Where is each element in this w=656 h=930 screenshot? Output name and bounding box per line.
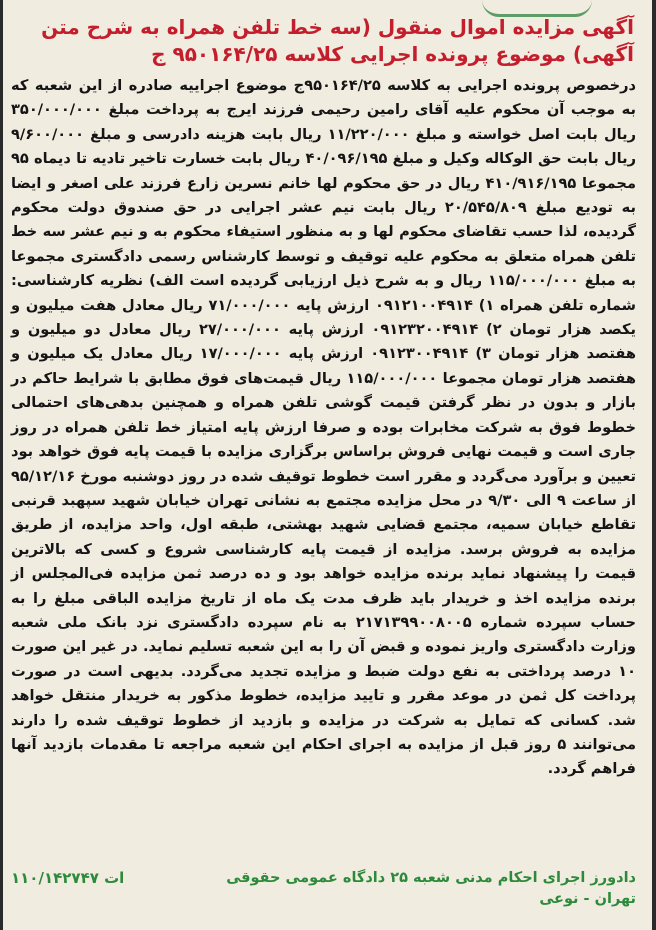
notice-body: درخصوص پرونده اجرایی به کلاسه ۹۵۰۱۶۴/۲۵ج موضوع اجراییه صادره از این شعبه که به موجب آن محکوم علیه آقای رامین رحیمی فرزند ایرج به پرداخت مبلغ ۳۵۰/۰۰۰/۰۰۰ ریال بابت اصل خواسته و مبلغ ۱۱/۲۲۰/۰۰۰ ریال بابت هزینه دادرسی و مبلغ ۹/۶۰۰/۰۰۰ ریال بابت حق الوکاله وکیل و مبلغ ۴۰/۰۹۶/۱۹۵ ریال بابت خسارت تاخیر تادیه تا دیماه ۹۵ مجموعا ۴۱۰/۹۱۶/۱۹۵ ریال در حق محکوم لها خانم نسرین زارع فرزند علی اصغر و ایضا به تودیع مبلغ ۲۰/۵۴۵/۸۰۹ ریال بابت نیم عشر اجرایی در حق صندوق دولت محکوم گردیده، لذا حسب تقاضای محکوم لها و به منظور استیفاء محکوم به و نیم عشر سه خط تلفن همراه متعلق به محکوم علیه توقیف و توسط کارشناس رسمی دادگستری مجموعا به مبلغ ۱۱۵/۰۰۰/۰۰۰ ریال و به شرح ذیل ارزیابی گردیده است الف) نظریه کارشناسی: شماره تلفن همراه ۱) ۰۹۱۲۱۰۰۴۹۱۴ ارزش پایه ۷۱/۰۰۰/۰۰۰ ریال معادل هفت میلیون و یکصد هزار تومان ۲) ۰۹۱۲۳۲۰۰۴۹۱۴ ارزش پایه ۲۷/۰۰۰/۰۰۰ ریال معادل دو میلیون و هفتصد هزار تومان ۳) ۰۹۱۲۳۰۰۴۹۱۴ ارزش پایه ۱۷/۰۰۰/۰۰۰ ریال معادل یک میلیون و هفتصد هزار تومان مجموعا ۱۱۵/۰۰۰/۰۰۰ ریال قیمت‌های فوق مطابق با شرایط حاکم در بازار و بدون در نظر گرفتن قیمت گوشی تلفن همراه و همچنین بدهی‌های احتمالی خطوط فوق به شرکت مخابرات بوده و صرفا ارزش پایه امتیاز خط تلفن همراه در روز جاری است و قیمت نهایی فروش براساس برگزاری مزایده با قیمت پایه فوق خواهد بود تعیین و برآورد می‌گردد و مقرر است خطوط توقیف شده در روز دوشنبه مورخ ۹۵/۱۲/۱۶ از ساعت ۹ الی ۹/۳۰ در محل مزایده مجتمع به نشانی تهران خیابان شهید سپهبد قرنبی تقاطع خیابان سمیه، مجتمع قضایی شهید بهشتی، طبقه اول، واحد مزایده، از طریق مزایده به فروش برسد. مزایده از قیمت پایه کارشناسی شروع و کسی که بالاترین قیمت را پیشنهاد نماید برنده مزایده خواهد بود و ده درصد ثمن مزایده فی‌المجلس از برنده مزایده اخذ و خریدار باید ظرف مدت یک ماه از تاریخ مزایده الباقی مبلغ را به حساب سپرده شماره ۲۱۷۱۳۹۹۰۰۸۰۰۵ به نام سپرده دادگستری نزد بانک ملی شعبه وزارت دادگستری واریز نموده و قبض آن را به این شعبه تسلیم نماید. در غیر این صورت ۱۰ درصد پرداختی به نفع دولت ضبط و مزایده تجدید می‌گردد. بدیهی است در صورت پرداخت کل ثمن در موعد مقرر و تایید مزایده، خطوط مذکور به خریدار منتقل خواهد شد. کسانی که تمایل به شرکت در مزایده و بازدید از خطوط توقیف شده را دارند می‌توانند ۵ روز قبل از مزایده به اجرای احکام این شعبه مراجعه تا مقدمات بازدید آنها فراهم گردد. (11, 77, 637, 778)
reference-number: ۱۱۰/۱۴۲۷۴۷ ات (11, 869, 125, 887)
signature-line-1: دادورز اجرای احکام مدنی شعبه ۲۵ دادگاه عمومی حقوقی (226, 870, 636, 886)
signature-line-2: تهران - نوعی (539, 891, 636, 907)
notice-title-line-1: آگهی مزایده اموال منقول (سه خط تلفن همراه به شرح متن (41, 15, 634, 39)
newspaper-logo-fragment (482, 0, 592, 17)
notice-footer (11, 868, 636, 910)
notice-title-line-2: آگهی) موضوع پرونده اجرایی کلاسه ۹۵۰۱۶۴/۲۵ ج (151, 42, 634, 66)
